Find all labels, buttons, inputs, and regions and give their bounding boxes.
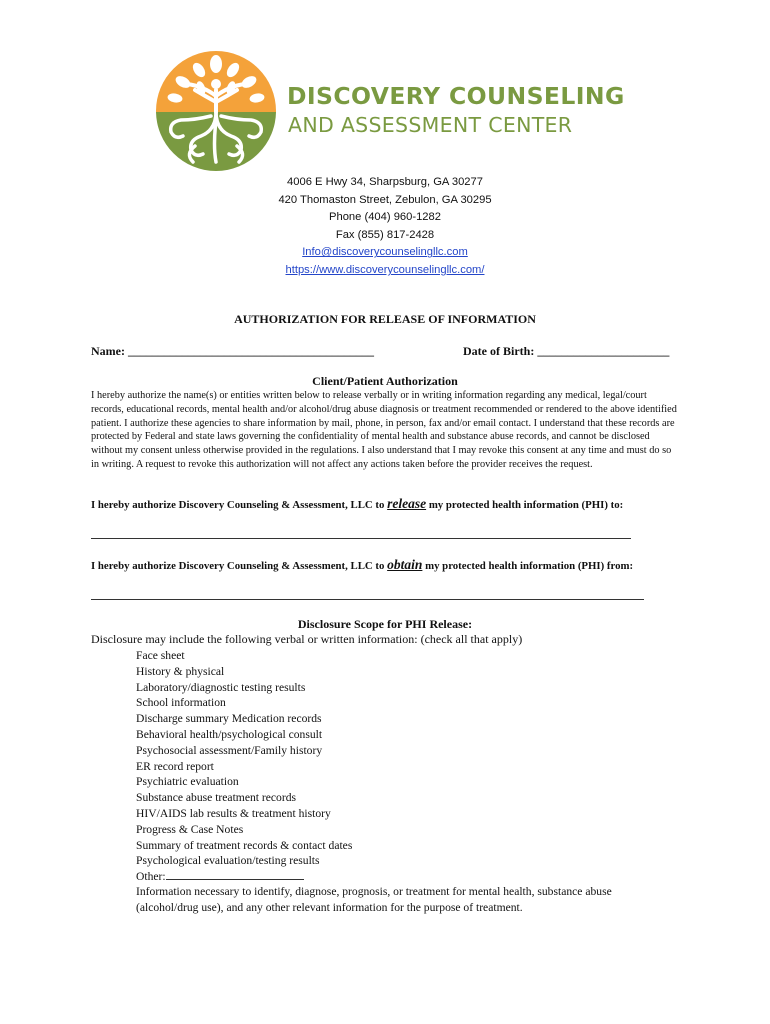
obtain-authorization xyxy=(91,557,633,573)
contact-block xyxy=(0,174,770,280)
disclosure-item[interactable]: Progress & Case Notes xyxy=(136,822,244,836)
disclosure-item[interactable]: Substance abuse treatment records xyxy=(136,791,296,805)
release-prefix: I hereby authorize Discovery Counseling & Assessment, LLC to xyxy=(91,499,385,511)
release-keyword: release xyxy=(387,496,427,511)
disclosure-item[interactable]: Face sheet xyxy=(136,649,185,662)
obtain-keyword: obtain xyxy=(387,557,423,572)
obtain-prefix: I hereby authorize Discovery Counseling & Assessment, LLC to xyxy=(91,560,385,572)
disclosure-item[interactable]: School information xyxy=(136,696,226,710)
obtain-suffix: my protected health information (PHI) from: xyxy=(425,560,634,572)
disclosure-item[interactable]: Discharge summary Medication records xyxy=(136,712,322,726)
disclosure-items-list xyxy=(136,648,352,885)
disclosure-item-final[interactable]: Information necessary to identify, diagnose, prognosis, or treatment for mental health, substance abuse (alcohol/drug use), and any other relevant information for the purpose of treatment. xyxy=(136,885,612,914)
disclosure-item[interactable]: Psychological evaluation/testing results xyxy=(136,854,320,868)
disclosure-item[interactable]: History & physical xyxy=(136,664,225,678)
consent-heading: Client/Patient Authorization xyxy=(312,374,458,388)
release-authorization xyxy=(91,496,623,512)
brand-subtitle: AND ASSESSMENT CENTER xyxy=(288,113,573,137)
address-line-2: 420 Thomaston Street, Zebulon, GA 30295 xyxy=(278,193,492,206)
address-line-1: 4006 E Hwy 34, Sharpsburg, GA 30277 xyxy=(287,176,483,188)
tree-logo-icon xyxy=(155,50,277,172)
release-recipient-line[interactable] xyxy=(91,538,631,539)
disclosure-item[interactable]: Behavioral health/psychological consult xyxy=(136,727,323,741)
organization-logo xyxy=(155,50,625,175)
scope-intro: Disclosure may include the following verbal or written information: (check all that apply) xyxy=(91,632,523,646)
website-link[interactable]: https://www.discoverycounselingllc.com/ xyxy=(285,263,485,276)
disclosure-item[interactable]: Psychosocial assessment/Family history xyxy=(136,743,323,757)
release-suffix: my protected health information (PHI) to: xyxy=(428,499,624,511)
form-title: AUTHORIZATION FOR RELEASE OF INFORMATION xyxy=(234,312,536,326)
disclosure-item[interactable]: Laboratory/diagnostic testing results xyxy=(136,680,306,694)
fax-number: Fax (855) 817-2428 xyxy=(335,228,435,241)
phone-number: Phone (404) 960-1282 xyxy=(329,211,441,224)
consent-paragraph: I hereby authorize the name(s) or entities written below to release verbally or in writing information regarding any medical, legal/court records, educational records, mental health and/or alcohol/drug abuse diagnosis or treatment recommended or rendered to the above identified patient. I authorize these agencies to share information by mail, phone, in person, fax and/or email contact. I understand that these records are protected by Federal and state laws governing the confidentiality of mental health and substance abuse records, and cannot be disclosed without my consent unless otherwise provided in the regulations. I also understand that I may revoke this consent at any time and must do so in writing. A request to revoke this authorization will not affect any actions taken before the provider receives the request. xyxy=(91,390,677,470)
email-link[interactable]: Info@discoverycounselingllc.com xyxy=(302,246,468,259)
disclosure-item[interactable]: Summary of treatment records & contact dates xyxy=(136,838,353,852)
brand-name: DISCOVERY COUNSELING xyxy=(287,82,625,110)
name-field[interactable]: Name: _________________________________________ xyxy=(91,344,374,358)
disclosure-item[interactable]: ER record report xyxy=(136,759,214,773)
disclosure-item[interactable]: HIV/AIDS lab results & treatment history xyxy=(136,806,331,820)
obtain-source-line[interactable] xyxy=(91,599,644,600)
date-of-birth-field[interactable]: Date of Birth: ______________________ xyxy=(463,344,670,358)
scope-title: Disclosure Scope for PHI Release: xyxy=(297,617,473,631)
other-blank-line[interactable] xyxy=(166,870,304,880)
disclosure-item-other[interactable]: Other: xyxy=(136,869,352,885)
disclosure-item[interactable]: Psychiatric evaluation xyxy=(136,775,239,789)
